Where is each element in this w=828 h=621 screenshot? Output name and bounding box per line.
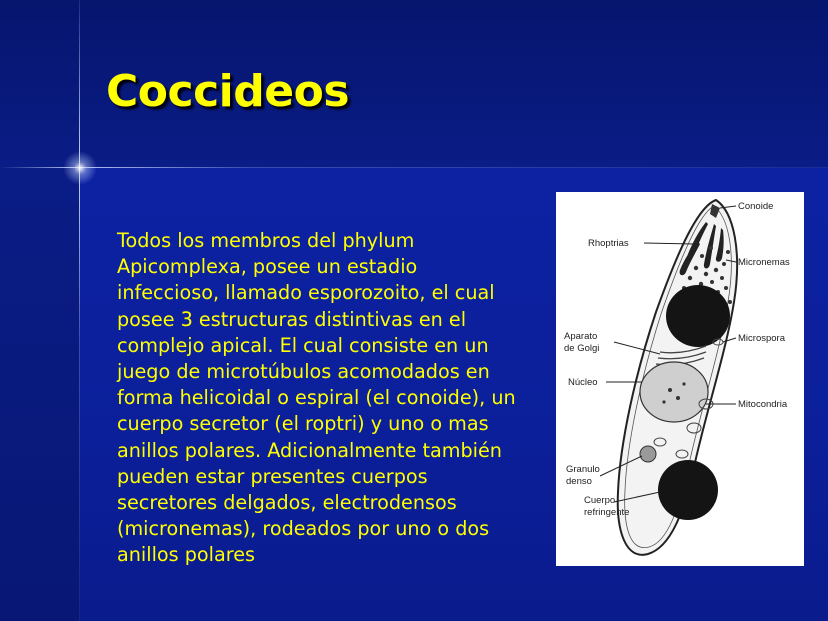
star-flare-icon [60, 148, 100, 188]
label-aparato-2: de Golgi [564, 343, 600, 354]
label-aparato-1: Aparato [564, 331, 598, 342]
decorative-horizontal-line [0, 167, 828, 168]
slide-left-band [0, 168, 80, 621]
nucleus-shape [640, 362, 708, 422]
label-granulo-2: denso [566, 476, 592, 487]
sporozoite-diagram [556, 192, 804, 566]
label-rhoptrias: Rhoptrias [588, 238, 629, 249]
dense-body-top [666, 285, 730, 347]
slide-body-text: Todos los membros del phylum Apicomplexa, posee un estadio infeccioso, llamado esporozoito, el cual posee 3 estructuras distintivas en el complejo apical. El cual consiste en un juego de microtúbulos acomodados en forma helicoidal o espiral (el conoide), un cuerpo secretor (el roptri) y uno o mas anillos polares. Adicionalmente también pueden estar presentes cuerpos secretores delgados, electrodensos (micronemas), rodeados por uno o dos anillos polares [117, 229, 516, 567]
slide-title: Coccideos [106, 66, 350, 117]
label-granulo-1: Granulo [566, 464, 600, 475]
label-micronemas: Micronemas [738, 257, 790, 268]
label-nucleo: Núcleo [568, 377, 598, 388]
label-mitocondria: Mitocondria [738, 399, 788, 410]
label-cuerpo-2: refringente [584, 507, 630, 518]
decorative-vertical-line [79, 0, 80, 621]
label-cuerpo-1: Cuerpo [584, 495, 616, 506]
label-microspora: Microspora [738, 333, 785, 344]
label-conoide: Conoide [738, 201, 774, 212]
refractile-body [658, 460, 718, 520]
dense-granule [640, 446, 656, 462]
